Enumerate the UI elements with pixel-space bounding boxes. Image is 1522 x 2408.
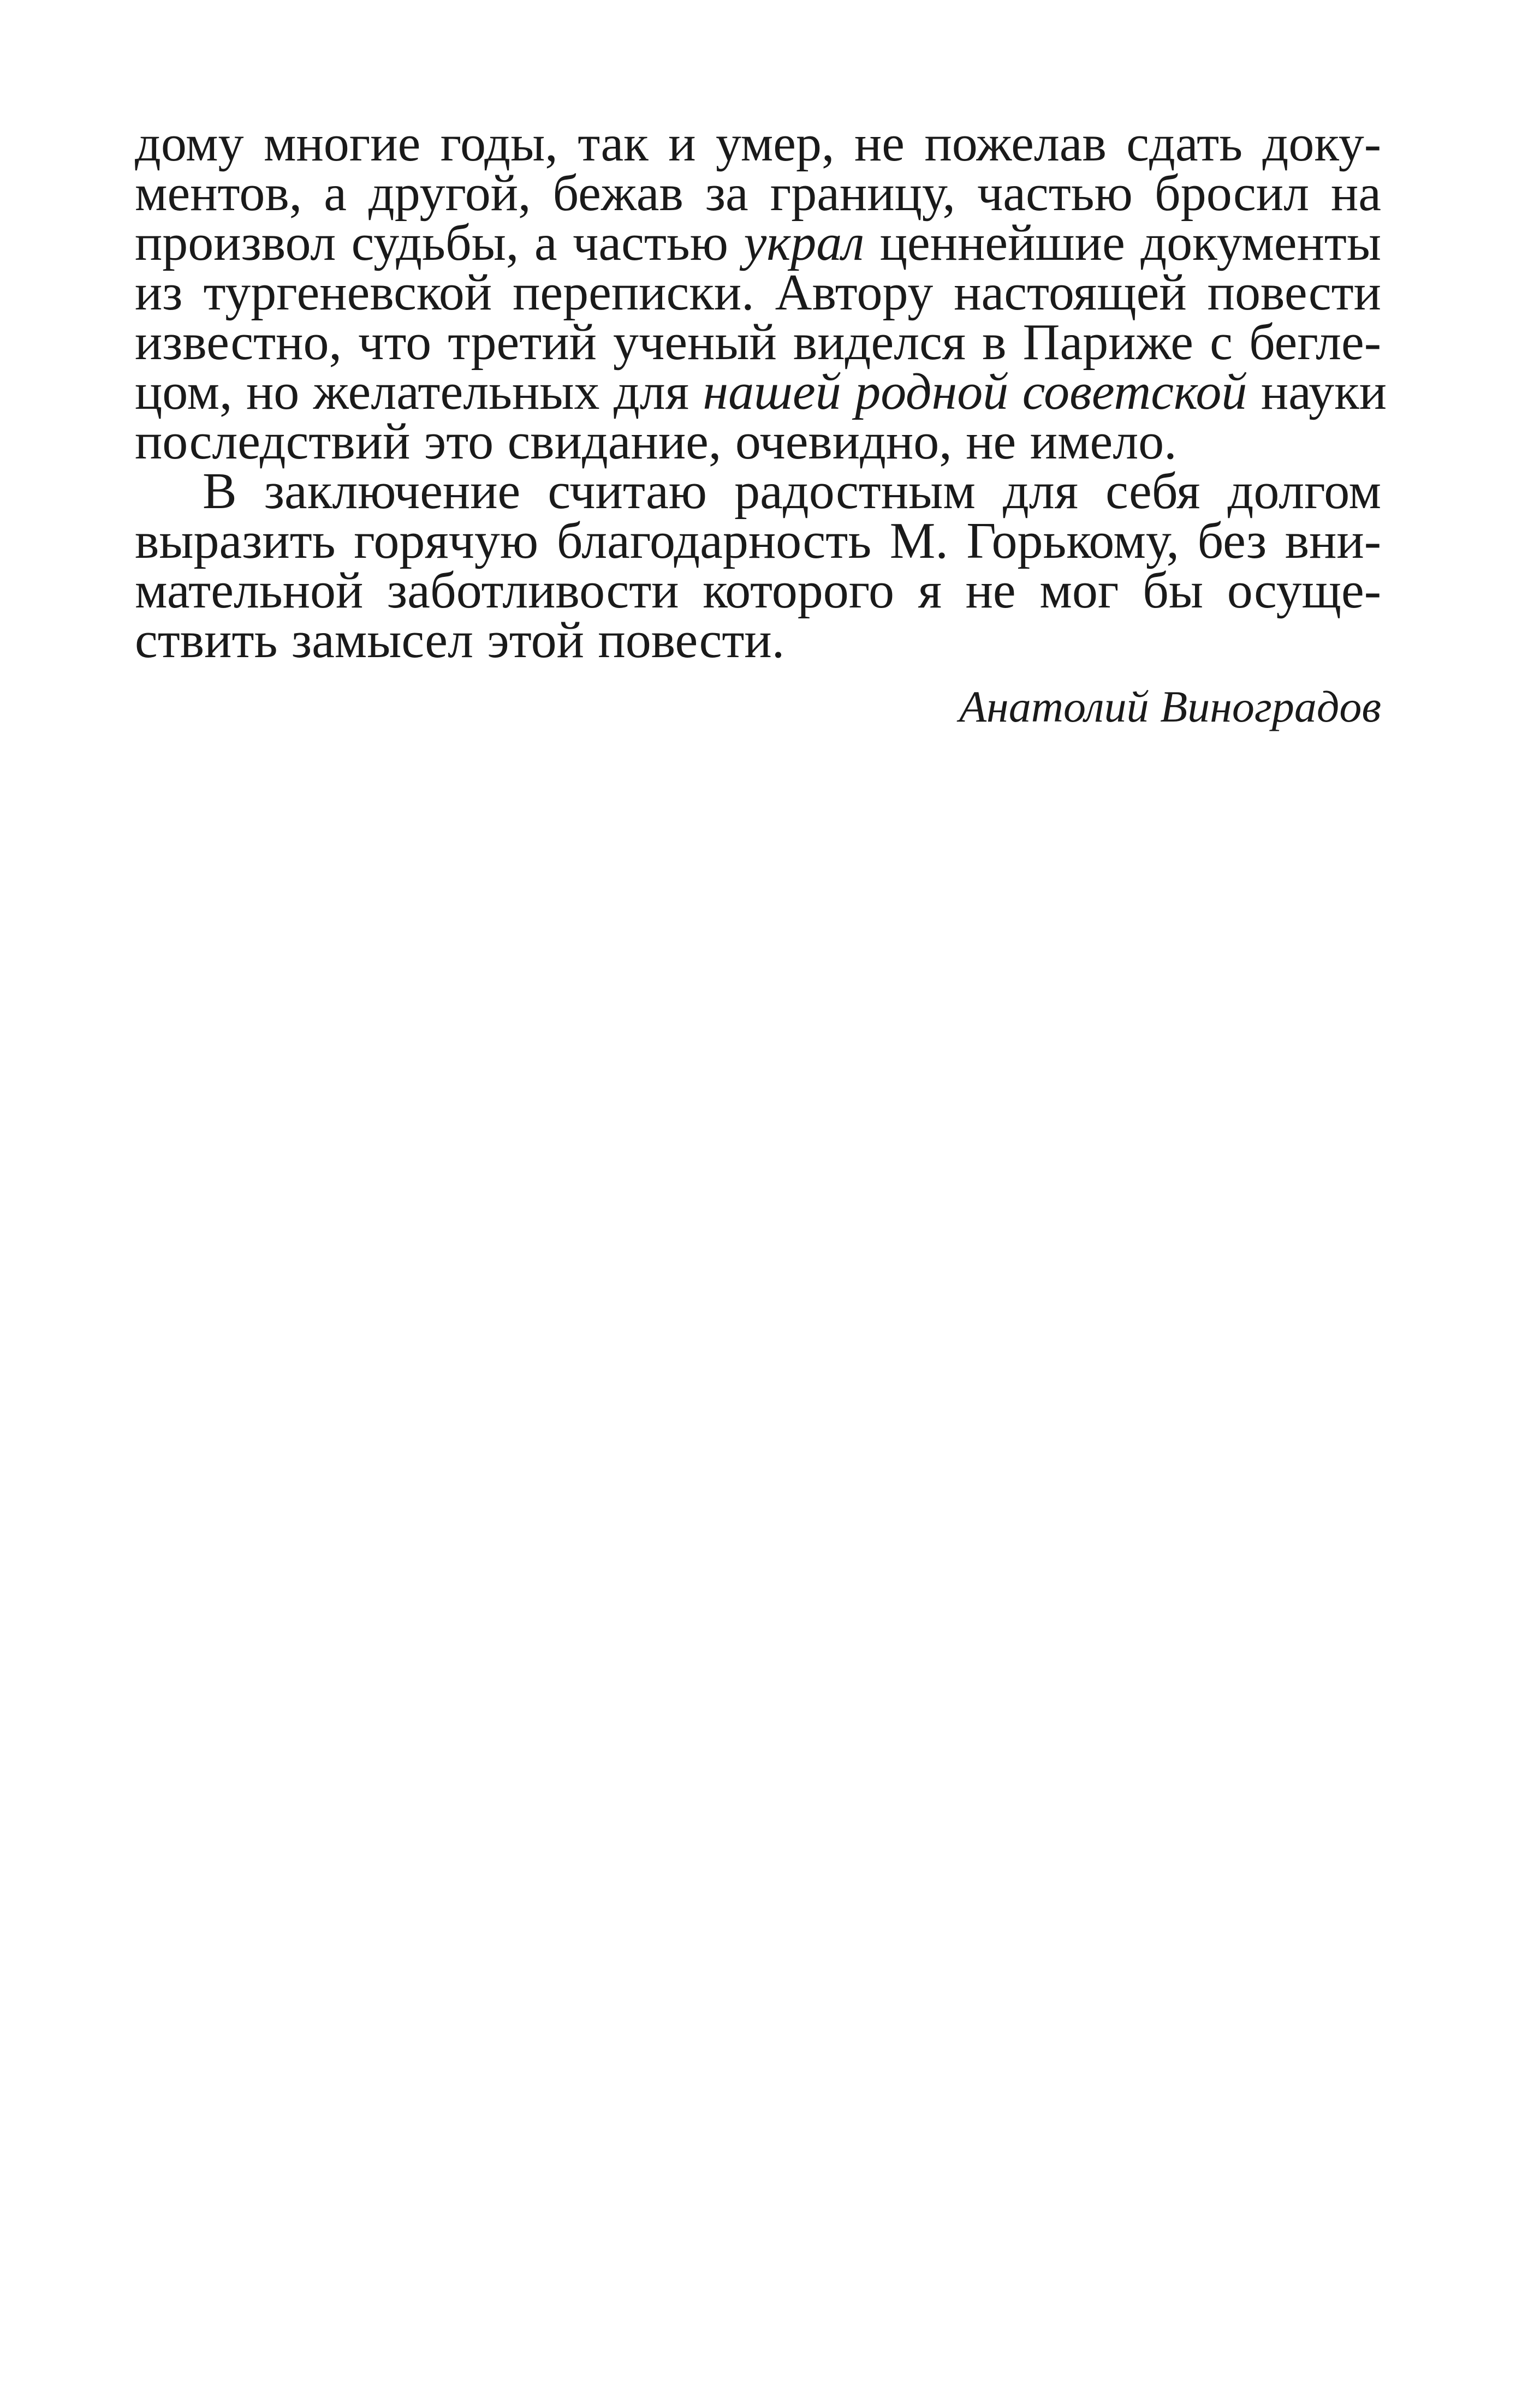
text-line: В заключение считаю радостным для себя долгом bbox=[203, 463, 1381, 520]
text-line: последствий это свидание, очевидно, не имело. bbox=[135, 413, 1177, 470]
text-line: ментов, а другой, бежав за границу, частью бросил на bbox=[135, 165, 1381, 222]
text-line: из тургеневской переписки. Автору настоящей повести bbox=[135, 264, 1381, 321]
text-run: науки bbox=[1261, 363, 1387, 420]
text-line: мательной заботливости которого я не мог бы осуще- bbox=[135, 562, 1381, 619]
text-line: выразить горячую благодарность М. Горькому, без вни- bbox=[135, 512, 1381, 569]
text-run: цом, но желательных для bbox=[135, 363, 689, 420]
text-line bbox=[135, 363, 1387, 420]
text-run: произвол судьбы, а частью bbox=[135, 214, 729, 271]
text-line bbox=[135, 214, 1381, 271]
text-run: ценнейшие документы bbox=[879, 214, 1381, 271]
author-signature: Анатолий Виноградов bbox=[959, 682, 1381, 731]
italic-emphasis: нашей родной советской bbox=[703, 363, 1247, 420]
italic-emphasis: украл bbox=[744, 214, 865, 271]
text-line: известно, что третий ученый виделся в Париже с бегле- bbox=[135, 314, 1381, 371]
text-line: дому многие годы, так и умер, не пожелав сдать доку- bbox=[135, 115, 1381, 172]
body-text bbox=[135, 115, 1387, 669]
text-line: ствить замысел этой повести. bbox=[135, 612, 785, 669]
